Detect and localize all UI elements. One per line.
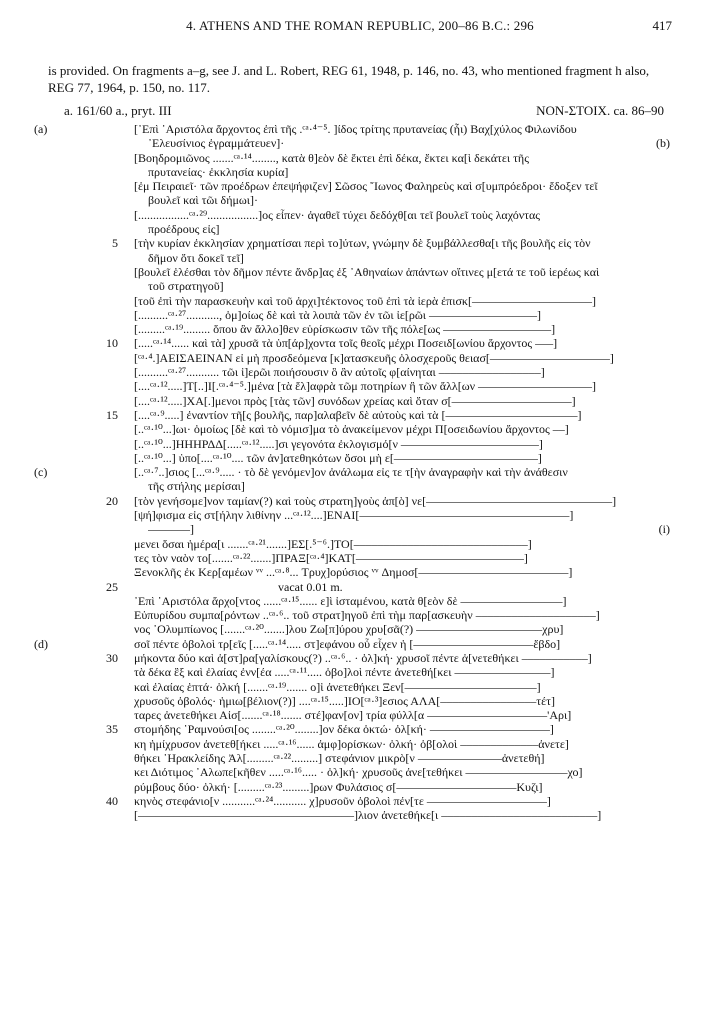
line-number: 25	[106, 579, 118, 594]
line-text: [Βοηδρομιῶνος .......ᶜᵃ·¹⁴........, κατὰ θ]εὸν δὲ ἕκτει ἐπὶ δέκα, ἕκτει κα[ὶ δεκάτει τῆς	[134, 150, 529, 165]
line-number: 30	[106, 650, 118, 665]
inscription-line	[48, 179, 672, 193]
line-text: –––––––]	[148, 522, 194, 537]
inscription-line	[48, 737, 672, 751]
inscription-line	[48, 308, 672, 322]
inscription-line	[48, 551, 672, 565]
inscription-line	[48, 265, 672, 279]
line-text: στομήδης ῾Ραμνούσι[ος ........ᶜᵃ·²⁰........]ον δέκα ὀκτώ· ὀλ[κή· ––––––––––––––––––––]	[134, 722, 554, 737]
line-text: [.........ᶜᵃ·¹⁹......... ὅπου ἂν ἄλλο]θεν εὑρίσκωσιν τῶν τῆς πόλε[ως ––––––––––––––––––]	[134, 322, 556, 337]
inscription-line	[48, 494, 672, 508]
inscription-line	[48, 236, 672, 250]
inscription-line	[48, 522, 672, 536]
line-text: [..ᶜᵃ·¹⁰...]ΗΗΗΡΔΔ[.....ᶜᵃ·¹².....]σι γεγονότα ἐκλογισμό[ν –––––––––––––––––––––––]	[134, 436, 543, 451]
inscription-line	[34, 465, 672, 480]
line-text: [.................ᶜᵃ·²⁹.................]ος εἶπεν· ἀγαθεῖ τύχει δεδόχθ[αι τεῖ βουλεῖ τοὺς λαχόντας	[134, 207, 541, 222]
inscription-line	[48, 437, 672, 451]
line-text: κει Διότιμος ᾿Αλωπε[κῆθεν .....ᶜᵃ·¹⁶..... · ὁλ]κή· χρυσοῦς ἀνε[τεθήκει –––––––––––––––––χο]	[134, 765, 583, 780]
line-text: σοῖ πέντε ὀβολοὶ τρ[εῖς [.....ᶜᵃ·¹⁴..... στ]εφάνου οὗ εἶχεν ἡ [––––––––––––––––––––ἔβδο]	[134, 636, 561, 651]
intro-paragraph: is provided. On fragments a–g, see J. and L. Robert, REG 61, 1948, p. 146, no. 43, who mentioned fragment h also, REG 77, 1964, p. 150, no. 117.	[48, 63, 650, 95]
inscription-line	[48, 651, 672, 665]
running-title: 4. ATHENS AND THE ROMAN REPUBLIC, 200–86 B.C.: 296	[186, 18, 534, 33]
line-text: [..........ᶜᵃ·²⁷..........., ὁμ]οίως δὲ καὶ τὰ λοιπὰ τῶν ἐν τῶι ἱε[ρῶι ––––––––––––––––––]	[134, 307, 542, 322]
inscription-line	[34, 122, 672, 136]
inscription-line	[48, 580, 672, 594]
inscription-text	[34, 122, 672, 823]
line-text: προέδρους εἰς]	[148, 222, 220, 237]
inscription-line	[48, 165, 672, 179]
line-text: vacat 0.01 m.	[278, 579, 343, 594]
line-number: 5	[112, 236, 118, 251]
fragment-note: (b)	[656, 136, 670, 151]
fragment-label: (a)	[34, 122, 48, 136]
inscription-line	[48, 294, 672, 308]
inscription-line	[48, 193, 672, 207]
inscription-date: a. 161/60 a., pryt. III	[64, 103, 172, 118]
inscription-format: NON-ΣΤΟΙΧ. ca. 86–90	[536, 103, 664, 118]
line-text: χρυσοῦς ὀβολός· ἡμιω[βέλιον(?)] ....ᶜᵃ·¹⁵.....]ΙΟ[ᶜᵃ·³]εσιος ΑΛΑ[––––––––––––––––τέτ]	[134, 693, 555, 708]
inscription-line	[48, 322, 672, 336]
page-number: 417	[652, 18, 672, 33]
line-text: θήκει ῾Ηρακλείδης Ἀλ[.........ᶜᵃ·²².........] στεφάνιον μικρὸ[ν ––––––––––––––ἀνετεθή]	[134, 751, 545, 766]
inscription-line	[48, 394, 672, 408]
inscription-line	[48, 365, 672, 379]
line-text: [ἐμ Πειραιεῖ· τῶν προέδρων ἐπεψήφιζεν] Σῶσος ῎Ιωνος Φαληρεὺς καὶ σ[υμπρόεδροι· ἔδοξεν τεῖ	[134, 179, 598, 194]
inscription-line	[48, 722, 672, 736]
line-text: [.....ᶜᵃ·¹⁴...... καὶ τὰ] χρυσᾶ τὰ ὑπ[άρ]χοντα τοῖς θεοῖς μέχρι Ποσειδ[ωνίου ἄρχοντος –––]	[134, 336, 558, 351]
line-text: τῆς στήλης μερίσαι]	[148, 479, 245, 494]
inscription-line	[48, 208, 672, 222]
line-text: [..ᶜᵃ·⁷..]σιος [...ᶜᵃ·⁹..... · τὸ δὲ γενόμεν]ον ἀνάλωμα εἰς τε τ[ὴν ἀναγραφὴν καὶ τὴν ἀνάθεσιν	[134, 465, 568, 480]
line-text: πρυτανείας· ἐκκλησία κυρία]	[148, 164, 289, 179]
inscription-line	[48, 508, 672, 522]
inscription-line	[48, 708, 672, 722]
line-number: 15	[106, 407, 118, 422]
inscription-line	[48, 694, 672, 708]
line-text: [τὴν κυρίαν ἐκκλησίαν χρηματίσαι περὶ το]ύτων, γνώμην δὲ ξυμβάλλεσθα[ι τῆς βουλῆς εἰς τὸν	[134, 236, 591, 251]
line-text: μήκοντα δύο καὶ ἀ[στ]ρα[γαλίσκους(?) ..ᶜᵃ·⁶.. · ὁλ]κή· χρυσοῖ πέντε ἀ[νετεθήκει –––––––––––]	[134, 650, 592, 665]
line-text: τες τὸν ναὸν το[.......ᶜᵃ·²².......]ΠΡΑΞ[ᶜᵃ·⁴]ΚΑΤ[––––––––––––––––––––––––––––]	[134, 550, 528, 565]
inscription-line	[48, 151, 672, 165]
inscription-line	[48, 680, 672, 694]
inscription-line	[48, 336, 672, 350]
inscription-line	[48, 608, 672, 622]
line-text: κη ἡμίχρυσον ἀνετεθ[ήκει .....ᶜᵃ·¹⁶...... ἀμφ]ορίσκων· ὁλκή· ὀβ[ολοὶ –––––––––––––ἀνετε]	[134, 736, 569, 751]
inscription-line	[48, 251, 672, 265]
line-number: 40	[106, 793, 118, 808]
line-text: [τὸν γενήσομε]νον ταμίαν(?) καὶ τοὺς στρατη]γοὺς ἀπ[ὸ] νε[–––––––––––––––––––––––––––––––]	[134, 493, 617, 508]
line-text: [..ᶜᵃ·¹⁰...]ωι· ὁμοίως [δὲ καὶ τὸ νόμισ]μα τὸ ἀνακείμενον μέχρι Π[οσειδωνίου ἄρχοντος ––]	[134, 422, 569, 437]
inscription-line	[48, 565, 672, 579]
line-text: καὶ ἐλαίας ἑπτά· ὁλκή [.......ᶜᵃ·¹⁹....... ο]ἱ ἀνετεθήκει Ξεν[––––––––––––––––––––––]	[134, 679, 541, 694]
line-text: [βουλεῖ ἑλέσθαι τὸν δῆμον πέντε ἄνδρ]ας ἐξ ᾿Αθηναίων ἁπάντων οἵτινες μ[ετά τε τοῦ ἱερέως καὶ	[134, 264, 600, 279]
line-text: [..ᶜᵃ·¹⁰...] ὑπο[....ᶜᵃ·¹⁰.... τῶν ἀν]ατεθηκότων ὅσοι μὴ ε[––––––––––––––––––––––––]	[134, 450, 542, 465]
inscription-line	[48, 622, 672, 636]
line-text: τοῦ στρατηγοῦ]	[148, 279, 224, 294]
line-text: βουλεῖ καὶ τῶι δήμωι]·	[148, 193, 259, 208]
fragment-label: (c)	[34, 465, 48, 480]
line-number: 35	[106, 722, 118, 737]
line-text: [ᶜᵃ·⁴.]ΑΕΙΣΑΕΙΝΑΝ εἰ μὴ προσδεόμενα [κ]ατασκευῆς ὁλοσχεροῦς θειασ[––––––––––––––––––––]	[134, 350, 614, 365]
line-text: Εὐπυρίδου συμπα[ρόντων ..ᶜᵃ·⁶.. τοῦ στρατ]ηγοῦ ἐπὶ τὴμ παρ[ασκευὴν ––––––––––––––––––––]	[134, 608, 600, 623]
inscription-line	[48, 665, 672, 679]
inscription-meta	[48, 103, 672, 121]
inscription-line	[48, 408, 672, 422]
line-number: 20	[106, 493, 118, 508]
inscription-line	[48, 279, 672, 293]
line-text: ᾿Ελευσίνιος ἐγραμμάτευεν]·	[148, 136, 285, 151]
line-text: ρύμβους δύο· ὁλκή· [.........ᶜᵃ·²³.........]ρων Φυλάσιος σ[––––––––––––––––––––Κυζι]	[134, 779, 543, 794]
line-text: [᾿Επὶ ᾿Αριστόλα ἄρχοντος ἐπὶ τῆς .ᶜᵃ·⁴⁻⁵. ]ίδος τρίτης πρυτανείας (ἧι) Βαχ[χύλος Φιλωνίδου	[134, 122, 577, 136]
line-text: [τοῦ ἐπὶ τὴν παρασκευὴν καὶ τοῦ ἀρχι]τέκτονος τοῦ ἐπὶ τὰ ἱερὰ ἐπισκ[––––––––––––––––––––]	[134, 293, 596, 308]
inscription-line	[48, 379, 672, 393]
inscription-line	[48, 222, 672, 236]
line-text: μενει ὅσαι ἡμέρα[ι .......ᶜᵃ·²¹.......]ΕΣ[.⁵⁻⁶.]ΤΟ[–––––––––––––––––––––––––––––]	[134, 536, 532, 551]
inscription-line	[48, 765, 672, 779]
inscription-line	[48, 479, 672, 493]
line-text: τὰ δέκα ἓξ καὶ ἐλαίας ἐνν[έα .....ᶜᵃ·¹¹..... ὀβο]λοὶ πέντε ἀνετεθή[κει ––––––––––––––––]	[134, 665, 555, 680]
running-head	[48, 18, 672, 38]
line-text: [....ᶜᵃ·⁹.....] ἐναντίον τῆ[ς βουλῆς, παρ]αλαβεῖν δὲ αὐτοὺς καὶ τὰ [––––––––––––––––––––––]	[134, 407, 582, 422]
inscription-line	[48, 351, 672, 365]
line-text: [ψή]φισμα εἰς στ[ήλην λιθίνην ...ᶜᵃ·¹²....]ΕΝΑΙ[–––––––––––––––––––––––––––––––––––]	[134, 508, 574, 523]
inscription-line	[48, 451, 672, 465]
inscription-line	[48, 808, 672, 822]
line-text: νος ᾿Ολυμπίωνος [.......ᶜᵃ·²⁰.......]λου Ζω[π]ύρου χρυ[σᾶ(?) –––––––––––––––––––––χρυ]	[134, 622, 564, 637]
fragment-note: (i)	[658, 522, 670, 537]
inscription-line	[48, 136, 672, 150]
inscription-line	[48, 594, 672, 608]
line-text: ταρες ἀνετεθήκει Αἰσ[.......ᶜᵃ·¹⁸....... στέ]φαν[ον] τρία φύλλ[α ––––––––––––––––––––'Αρι]	[134, 708, 572, 723]
line-text: [..........ᶜᵃ·²⁷........... τῶι ἱ]ερῶι ποιήσουσιν ὃ ἂν αὐτοῖς φ[αίνηται –––––––––––––––––]	[134, 365, 545, 380]
line-text: [....ᶜᵃ·¹².....]ΧΑ[.]μενοι πρὸς [τὰς τῶν] συνόδων χρείας καὶ ὅταν σ[––––––––––––––––––––]	[134, 393, 576, 408]
inscription-line	[48, 794, 672, 808]
line-text: δῆμον ὅτι δοκεῖ τεῖ]	[148, 250, 244, 265]
inscription-line	[48, 422, 672, 436]
line-text: [....ᶜᵃ·¹².....]Τ[..]Ι[.ᶜᵃ·⁴⁻⁵.]μένα [τὰ ἔλ]αφρὰ τῶμ ποτηρίων ἢ τῶν ἄλλ[ων –––––––––––––––––––]	[134, 379, 597, 394]
fragment-label: (d)	[34, 636, 48, 651]
line-text: Ξενοκλῆς ἐκ Κερ[αμέων ᵛᵛ ...ᶜᵃ·⁸... Τρυχ]ορύσιος ᵛᵛ Δημοσ[–––––––––––––––––––––––––]	[134, 565, 573, 580]
line-text: κηνὸς στεφάνιο[ν ...........ᶜᵃ·²⁴........... χ]ρυσοῦν ὀβολοὶ πέν[τε ––––––––––––––––––––]	[134, 793, 551, 808]
line-text: [––––––––––––––––––––––––––––––––––––]λιον ἀνετεθήκε[ι ––––––––––––––––––––––––––]	[134, 808, 602, 823]
inscription-line	[48, 780, 672, 794]
line-text: ᾿Επὶ ᾿Αριστόλα ἄρχο[ντος ......ᶜᵃ·¹⁵...... ε]ὶ ἱσταμένου, κατὰ θ[εὸν δὲ –––––––––––––––––]	[134, 593, 567, 608]
inscription-line	[48, 537, 672, 551]
inscription-line	[48, 751, 672, 765]
line-number: 10	[106, 336, 118, 351]
inscription-line	[34, 636, 672, 651]
